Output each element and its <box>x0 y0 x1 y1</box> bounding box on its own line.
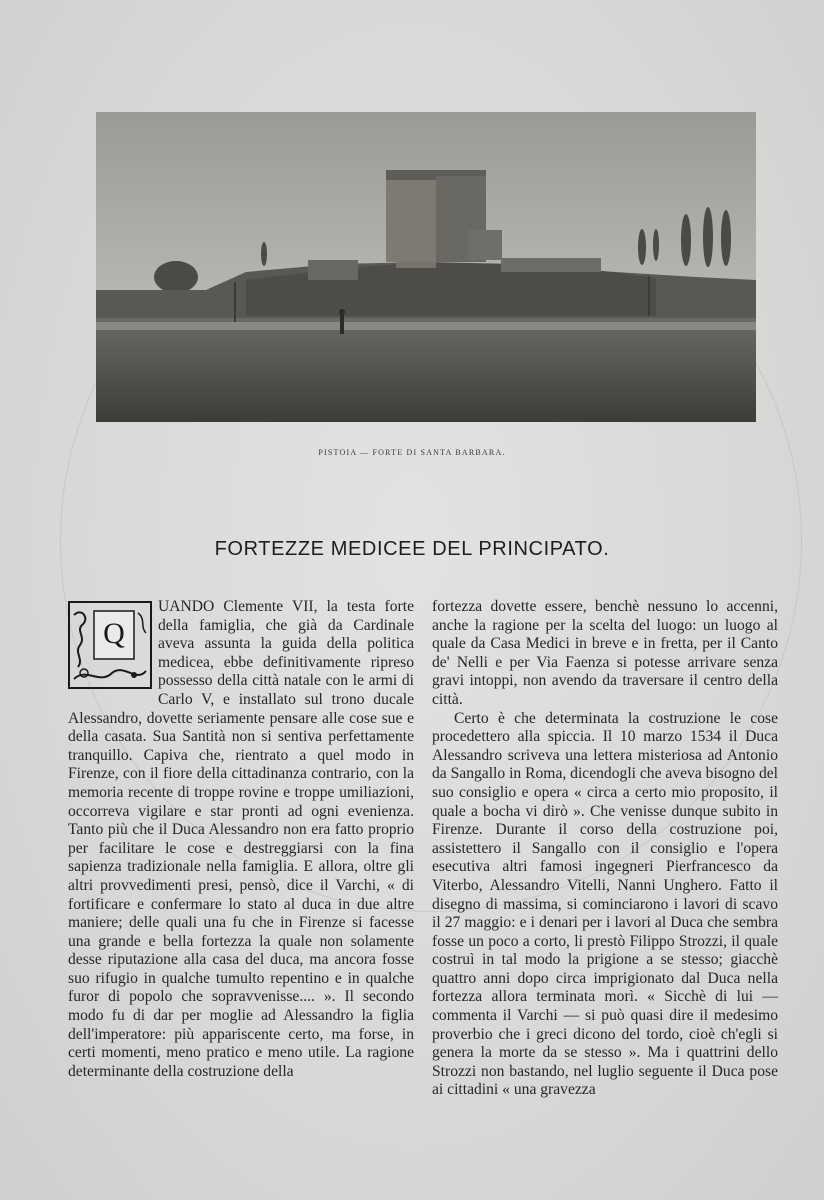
drop-cap-letter: Q <box>103 617 125 650</box>
fortress-photo <box>96 112 756 422</box>
ornamental-initial <box>68 601 152 689</box>
paragraph-3: Certo è che determinata la costruzione le cose procedettero alla spiccia. Il 10 marzo 1534 il Duca Alessandro scriveva una lettera misteriosa ad Antonio da Sangallo in Roma, dicendogli che aveva bisogno del suo consiglio e opera « circa a certo mio proposito, il quale a bocha vi dirò ». Che venisse dunque subito in Firenze. Durante il corso della costruzione poi, assistettero il Sangallo con il consiglio e l'opera esecutiva altri famosi ingegneri Pierfrancesco da Viterbo, Alessandro Vitelli, Nanni Unghero. Fatto il disegno di massima, si cominciarono i lavori di scavo il 27 maggio: e i denari per i lavori al Duca che sembra fosse un poco a corto, li prestò Filippo Strozzi, il quale costruì in tal modo la prigione a se stesso; giacchè quattro anni dopo circa imprigionato dal Duca nella fortezza allora terminata morì. « Sicchè di lui — commenta il Varchi — si può quasi dire il medesimo proverbio che i greci dicono del tordo, cioè ch'egli si genera la morte da se stesso ». Ma i quattrini dello Strozzi non bastando, nel luglio seguente il Duca pose ai cittadini « una gravezza <box>432 709 779 1099</box>
right-column <box>432 598 778 1100</box>
left-column <box>68 598 414 1081</box>
paragraph-2: fortezza dovette essere, benchè nessuno lo accenni, anche la ragione per la scelta del luogo: un luogo al quale da Casa Medici in breve e in fretta, per il Canto de' Nelli e per Via Faenza si potesse arrivare senza gravi intoppi, non avendo da traversare il centro della città. <box>432 598 778 708</box>
paragraph-1: UANDO Clemente VII, la testa forte della famiglia, che già da Cardinale aveva assunta la guida della politica medicea, ebbe definitivamente ripreso possesso della città natale con le armi di Carlo V, e installato sul trono ducale Alessandro, dovette seriamente pensare alle cose sue e della casata. Sua Santità non si sentiva perfettamente tranquillo. Capiva che, rientrato a quel modo in Firenze, con il fiore della cittadinanza contrario, con la memoria recente di troppe rovine e troppe umiliazioni, occorreva vigilare e star pronti ad ogni evenienza. Tanto più che il Duca Alessandro non era fatto proprio per facilitare le cose e destreggiarsi con la fina sapienza tradizionale nella famiglia. E allora, oltre gli altri provvedimenti presi, pensò, dice il Varchi, « di fortificare e confermare lo stato al duca in due altre maniere; delle quali una fu che in Firenze si facesse una grande e bella fortezza la quale non solamente desse riputazione alla casa del duca, ma ancora fosse suo rifugio in qualche tumulto repentino e in qualche furor di popolo che sopravvenisse.... ». Il secondo modo fu di dar per moglie ad Alessandro la figlia dell'imperatore: più appariscente certo, ma forse, in certi momenti, meno pratico e meno utile. La ragione determinante della costruzione della <box>68 598 414 1080</box>
article-title: FORTEZZE MEDICEE DEL PRINCIPATO. <box>214 538 610 560</box>
photo-caption: PISTOIA — FORTE DI SANTA BARBARA. <box>318 448 506 457</box>
